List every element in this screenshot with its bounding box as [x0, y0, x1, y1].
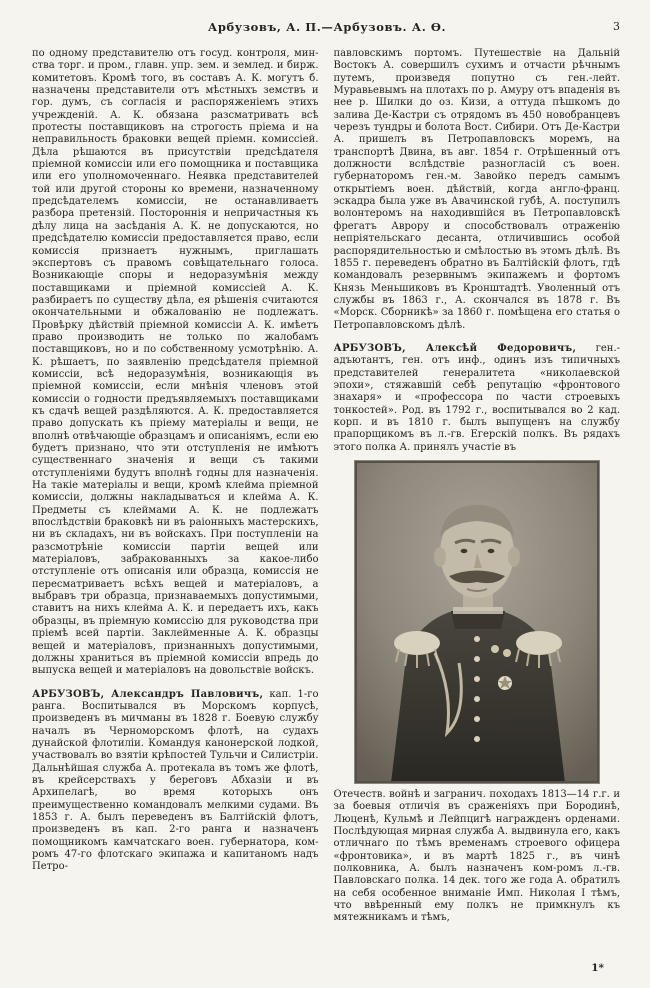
right-column — [334, 48, 621, 970]
entry-text-arbuzov-af-after-portrait: Отечеств. войнѣ и загранич. походахъ 1813—14 г.г. и за боевыя отличія въ сраженіяхъ при Бородинѣ, Люценѣ, Кульмѣ и Лейпцигѣ награжденъ орденами. Послѣдующая мирная служба А. выдвинула его, какъ отличнаго по тѣмъ временамъ строевого офицера «фронтовика», и въ мартѣ 1825 г., въ чинѣ полковника, А. былъ назначенъ ком-ромъ л.-гв. Павловскаго полка. 14 дек. того же года А. обратилъ на себя особенное вниманіе Имп. Николая I тѣмъ, что ввѣренный ему полкъ не примкнулъ къ мятежникамъ и тѣмъ, — [333, 789, 620, 924]
entry-arbuzov-alexandr-pavlovich — [32, 689, 319, 874]
left-column — [32, 48, 319, 970]
portrait-photo-arbuzov-af — [355, 461, 599, 783]
signature-mark: 1* — [591, 962, 604, 974]
running-head — [32, 20, 622, 36]
entry-text-arbuzov-ap: кап. 1-го ранга. Воспитывался въ Морскомъ корпусѣ, произведенъ въ мичманы въ 1828 г. Боевую службу началъ въ Черноморскомъ флотѣ, на судахъ дунайской флотиліи. Командуя канонерской лодкой, участвовалъ во взятіи крѣпостей Тульчи и Силистріи. Дальнѣйшая служба А. протекала въ томъ же флотѣ, въ крейсерствахъ у береговъ Абхазіи и въ Архипелагѣ, во время которыхъ онъ преимущественно командовалъ мелкими судами. Въ 1853 г. А. былъ переведенъ въ Балтійскій флотъ, произведенъ въ кап. 2-го ранга и назначенъ помощникомъ камчатскаго воен. губернатора, ком-ромъ 47-го флотскаго экипажа и капитаномъ надъ Петро- — [32, 688, 319, 873]
portrait-illustration — [355, 461, 599, 783]
entry-arbuzov-alexey-fedorovich — [334, 343, 621, 454]
entry-text-arbuzov-af-before-portrait: ген.-адъютантъ, ген. отъ инф., одинъ изъ типичныхъ представителей генералитета «николаевской эпохи», стяжавшій себѣ репутацію «фронтового знахаря» и «профессора по части строевыхъ тонкостей». Род. въ 1792 г., воспитывался во 2 кад. корп. и въ 1810 г. былъ выпущенъ на службу прапорщикомъ въ л.-гв. Егерскій полкъ. Въ рядахъ этого полка А. принялъ участіе въ — [333, 342, 620, 453]
paragraph-commission-rules: по одному представителю отъ госуд. контроля, мин-ства торг. и пром., главн. упр. зем. и землед. и бирж. комитетовъ. Кромѣ того, въ составъ А. К. могутъ б. назначены представители отъ мѣстныхъ земствъ и гор. думъ, съ согласія и распоряженіемъ этихъ учрежденій. А. К. обязана разсматривать всѣ протесты поставщиковъ на строгость пріема и на неправильность браковки вещей пріемн. комиссіей. Дѣла рѣшаются въ присутствіи предсѣдателя пріемной комиссіи или его помощника и поставщика или его уполномоченнаго. Неявка представителей той или другой стороны ко времени, назначенному предсѣдателемъ комиссіи, не останавливаетъ разбора претензій. Постороннія и непричастныя къ дѣлу лица на засѣданія А. К. не допускаются, но предсѣдателю комиссіи предоставляется право, если комиссія признаетъ нужнымъ, приглашать экспертовъ съ правомъ совѣщательнаго голоса. Возникающіе споры и недоразумѣнія между поставщиками и пріемной комиссіей А. К. разбираетъ по существу дѣла, ея рѣшенія считаются окончательными и обжалованію не подлежатъ. Провѣрку дѣйствій пріемной комиссіи А. К. имѣетъ право производить не только по жалобамъ поставщиковъ, но и по собственному усмотрѣнію. А. К. рѣшаетъ, по заявленію предсѣдателя пріемной комиссіи, всѣ недоразумѣнія, возникающія въ пріемной комиссіи, если мнѣнія членовъ этой комиссіи о годности предъявляемыхъ поставщиками къ сдачѣ вещей раздѣляются. А. К. предоставляется право допускать къ пріему матеріалы и вещи, не вполнѣ отвѣчающіе образцамъ и описаніямъ, если ею будетъ признано, что эти отступленія не имѣютъ существеннаго значенія и вещи съ такими отступленіями будутъ вполнѣ годны для назначенія. На такіе матеріалы и вещи, кромѣ клейма пріемной комиссіи, должны накладываться и клейма А. К. Предметы съ клеймами А. К. не подлежатъ впослѣдствіи браковкѣ ни въ раіонныхъ мастерскихъ, ни въ складахъ, ни въ войскахъ. При поступленіи на разсмотрѣніе комиссіи партіи вещей или матеріаловъ, забракованныхъ за какое-либо отступленіе отъ описанія или образца, комиссія не пересматриваетъ всѣхъ вещей и матеріаловъ, а выбравъ три образца, признаваемыхъ допустимыми, ставитъ на нихъ клейма А. К. и передаетъ ихъ, какъ образцы, въ пріемную комиссію для руководства при пріемѣ всей партіи. Заклейменные А. К. образцы вещей и матеріаловъ, признанныхъ допустимыми, должны храниться въ пріемной комиссіи впредь до выпуска вещей и матеріаловъ на довольствіе войскъ. — [32, 48, 319, 677]
running-title: Арбузовъ, А. П.—Арбузовъ. А. Ѳ. — [207, 20, 447, 34]
text-columns — [32, 48, 620, 970]
page-number: 3 — [613, 20, 620, 33]
entry-heading-arbuzov-ap: АРБУЗОВЪ, Александръ Павловичъ, — [32, 688, 264, 700]
entry-heading-arbuzov-af: АРБУЗОВЪ, Алексѣй Федоровичъ, — [333, 342, 577, 354]
paragraph-continuation: павловскимъ портомъ. Путешествіе на Дальній Востокъ А. совершилъ сухимъ и отчасти рѣчнымъ путемъ, произведя попутно съ ген.-лейт. Муравьевымъ на плотахъ по р. Амуру отъ впаденія въ нее р. Шилки до оз. Кизи, а оттуда пѣшкомъ до залива Де-Кастри съ отрядомъ въ 450 новобранцевъ черезъ тундры и болота Вост. Сибири. Отъ Де-Кастри А. пришелъ въ Петропавловскъ моремъ, на транспортѣ Двина, въ авг. 1854 г. Отрѣшенный отъ должности вслѣдствіе разногласій съ воен. губернаторомъ ген.-м. Завойко передъ самымъ открытіемъ воен. дѣйствій, когда англо-франц. эскадра была уже въ Авачинской губѣ, А. поступилъ волонтеромъ на находившійся въ Петропавловскѣ фрегатъ Аврору и способствовалъ отраженію непріятельскаго десанта, отличившись особой распорядительностью и смѣлостью въ этомъ дѣлѣ. Въ 1855 г. переведенъ обратно въ Балтійскій флотъ, гдѣ командовалъ резервнымъ экипажемъ и фортомъ Князь Меньшиковъ въ Кронштадтѣ. Уволенный отъ службы въ 1863 г., А. скончался въ 1878 г. Въ «Морск. Сборникѣ» за 1860 г. помѣщена его статья о Петропавловскомъ дѣлѣ. — [333, 48, 620, 331]
